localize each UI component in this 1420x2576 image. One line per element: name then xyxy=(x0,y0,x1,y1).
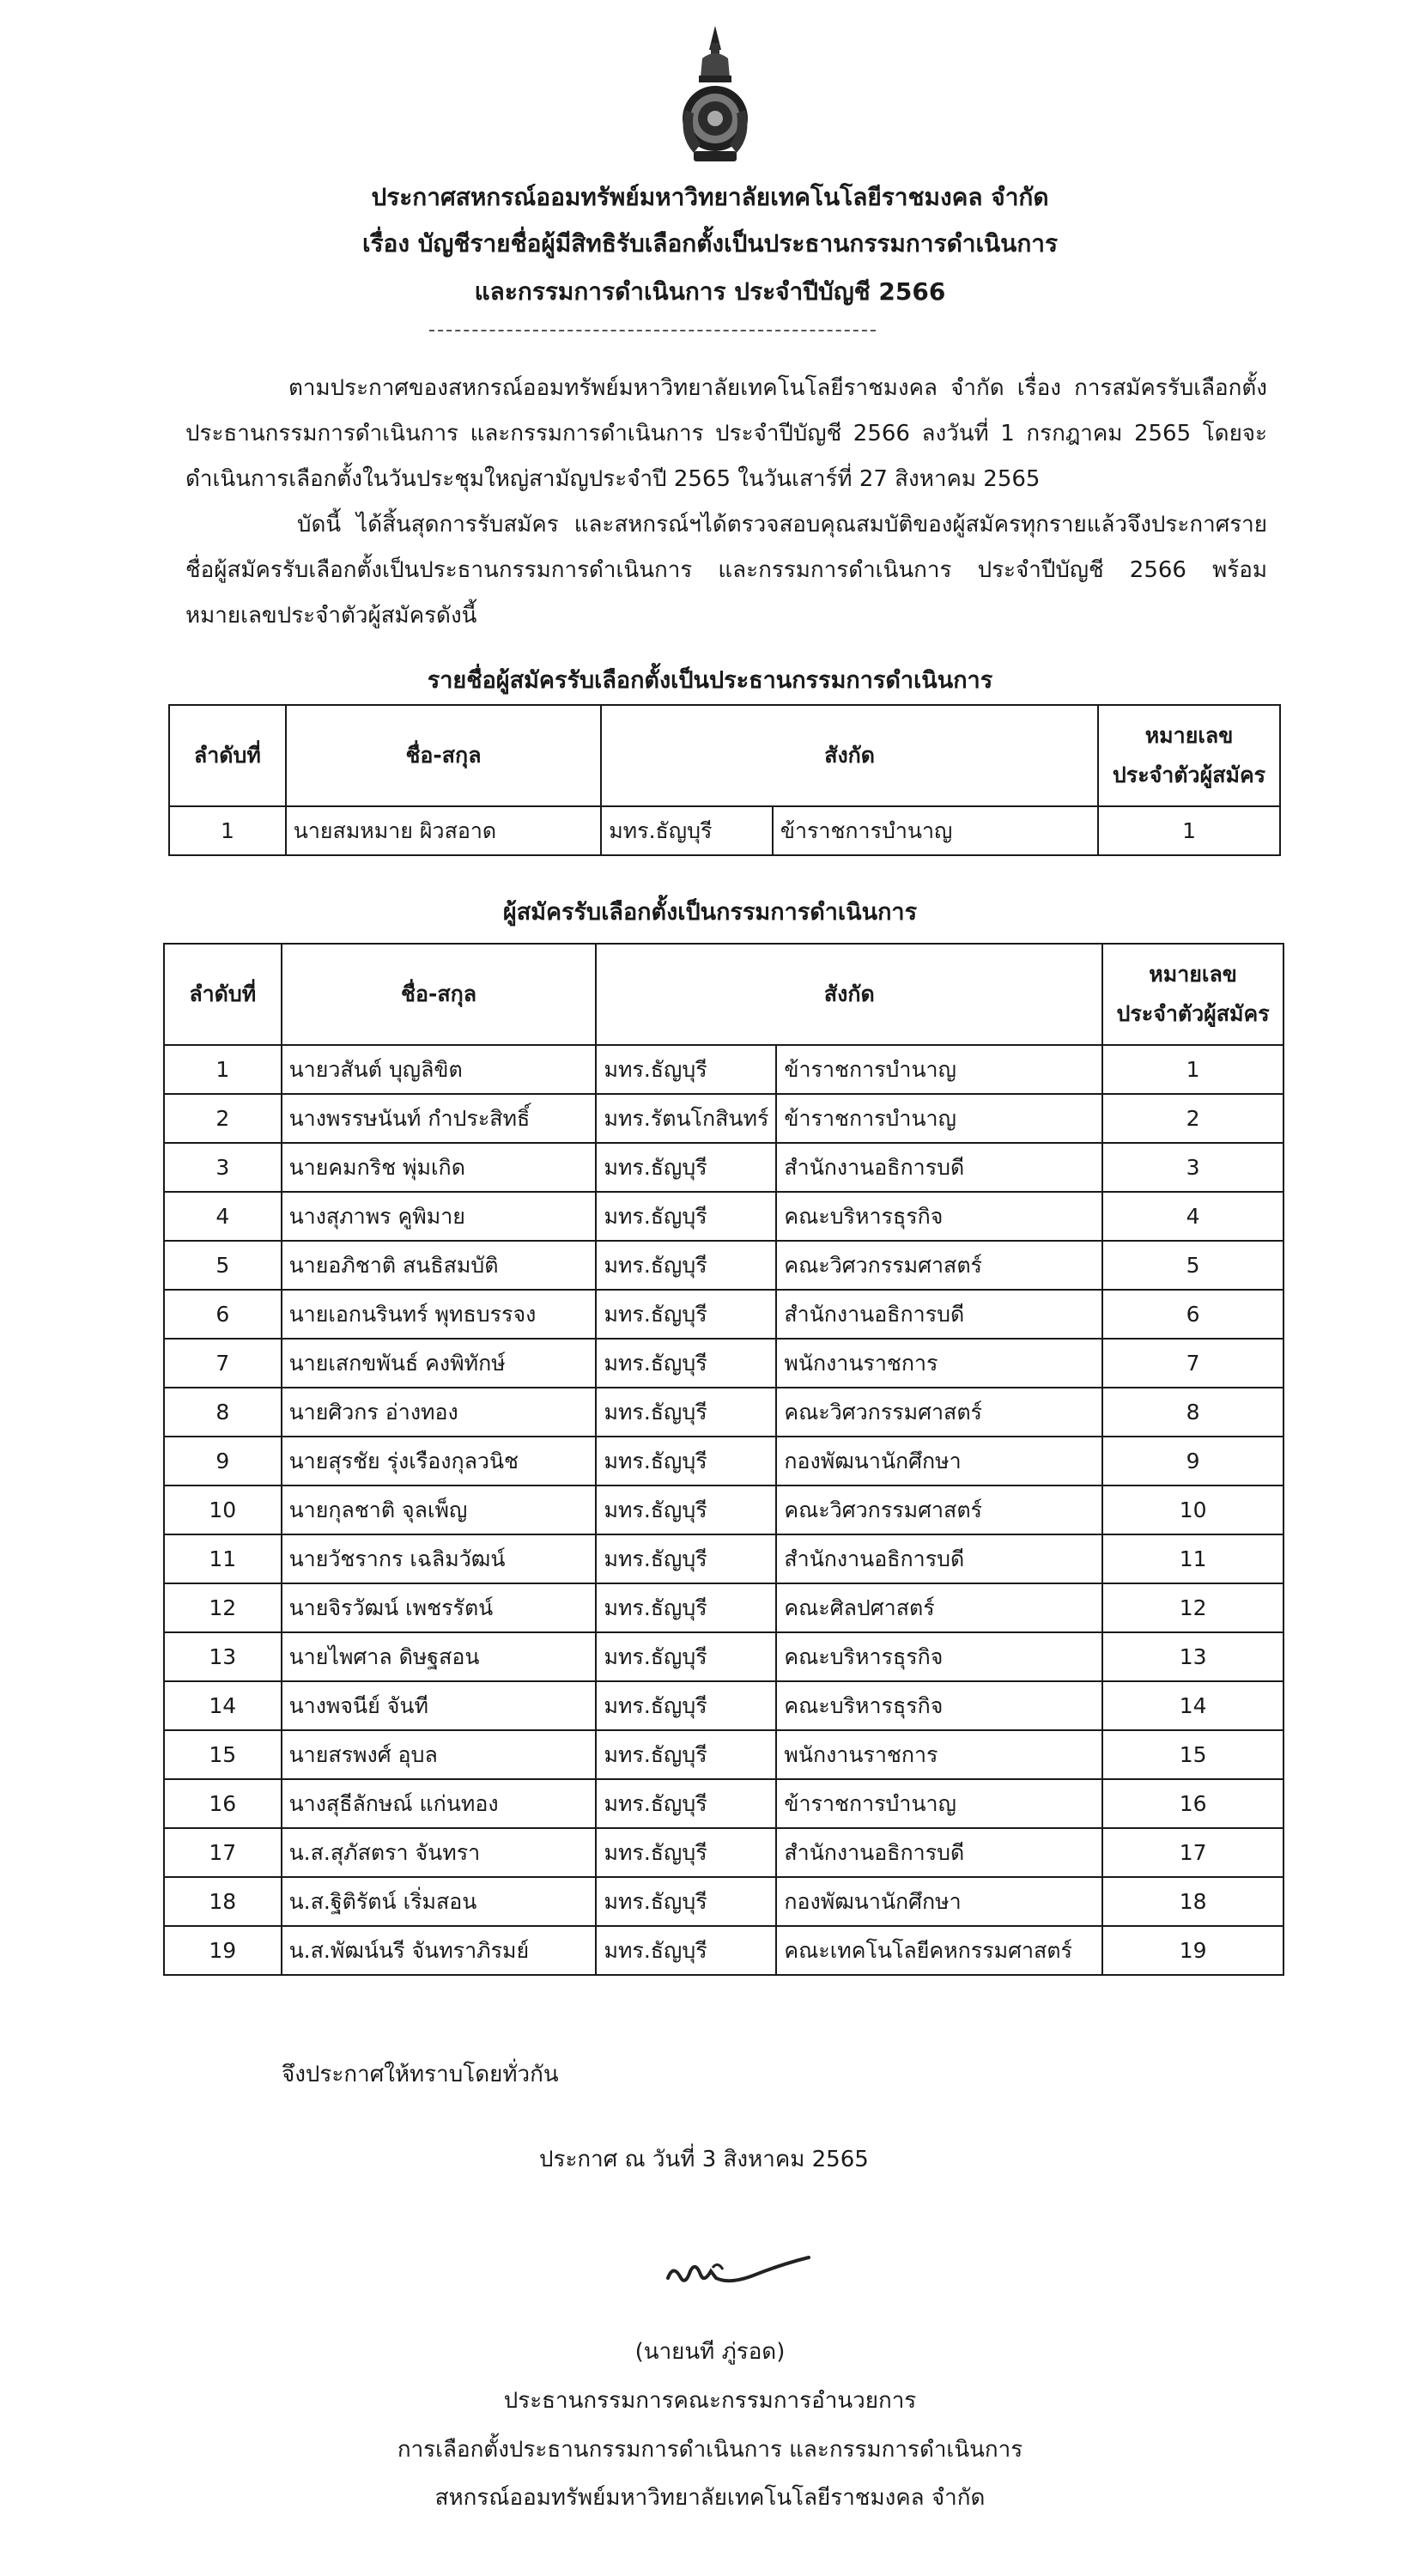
candidate-name: นางสุภาพร คูพิมาย xyxy=(282,1192,597,1241)
row-order: 6 xyxy=(164,1290,282,1339)
candidate-number: 5 xyxy=(1102,1241,1283,1290)
candidate-unit: คณะบริหารธุรกิจ xyxy=(776,1681,1102,1730)
header-affiliation: สังกัด xyxy=(601,705,1098,806)
candidate-name: นายสุรชัย รุ่งเรืองกุลวนิช xyxy=(282,1437,597,1485)
row-order: 19 xyxy=(164,1926,282,1975)
table-header-row xyxy=(164,944,1283,1045)
candidate-number: 1 xyxy=(1098,806,1280,855)
candidate-campus: มทร.ธัญบุรี xyxy=(596,1926,776,1975)
row-order: 7 xyxy=(164,1339,282,1388)
header-order: ลำดับที่ xyxy=(164,944,282,1045)
candidate-name: นายไพศาล ดิษฐสอน xyxy=(282,1632,597,1681)
candidate-number: 10 xyxy=(1102,1485,1283,1534)
table-row xyxy=(164,1437,1283,1485)
table-row xyxy=(164,1192,1283,1241)
signer-title-line3: สหกรณ์ออมทรัพย์มหาวิทยาลัยเทคโนโลยีราชมงคล จำกัด xyxy=(434,2485,986,2511)
closing-notice: จึงประกาศให้ทราบโดยทั่วกัน xyxy=(282,2062,559,2087)
candidate-campus: มทร.ธัญบุรี xyxy=(596,1828,776,1877)
candidate-campus: มทร.ธัญบุรี xyxy=(601,806,773,855)
table-row xyxy=(164,1290,1283,1339)
candidate-campus: มทร.ธัญบุรี xyxy=(596,1339,776,1388)
candidate-campus: มทร.ธัญบุรี xyxy=(596,1241,776,1290)
candidate-name: นายสมหมาย ผิวสอาด xyxy=(286,806,601,855)
candidate-number: 9 xyxy=(1102,1437,1283,1485)
chair-section-title: รายชื่อผู้สมัครรับเลือกตั้งเป็นประธานกรรมการดำเนินการ xyxy=(427,667,993,694)
row-order: 14 xyxy=(164,1681,282,1730)
candidate-name: นายจิรวัฒน์ เพชรรัตน์ xyxy=(282,1583,597,1632)
candidate-name: นายคมกริช พุ่มเกิด xyxy=(282,1143,597,1192)
candidate-number: 16 xyxy=(1102,1779,1283,1828)
committee-section-title: ผู้สมัครรับเลือกตั้งเป็นกรรมการดำเนินการ xyxy=(502,899,918,926)
row-order: 1 xyxy=(164,1045,282,1094)
candidate-number: 3 xyxy=(1102,1143,1283,1192)
signer-title-line2: การเลือกตั้งประธานกรรมการดำเนินการ และกรรมการดำเนินการ xyxy=(397,2437,1023,2463)
table-row xyxy=(164,1241,1283,1290)
candidate-number: 1 xyxy=(1102,1045,1283,1094)
body-paragraph-2 xyxy=(185,502,1267,639)
row-order: 3 xyxy=(164,1143,282,1192)
candidate-unit: กองพัฒนานักศึกษา xyxy=(776,1877,1102,1926)
row-order: 8 xyxy=(164,1388,282,1437)
row-order: 12 xyxy=(164,1583,282,1632)
committee-candidates-table xyxy=(163,943,1284,1976)
candidate-campus: มทร.ธัญบุรี xyxy=(596,1437,776,1485)
table-row xyxy=(164,1828,1283,1877)
candidate-unit: สำนักงานอธิการบดี xyxy=(776,1290,1102,1339)
table-row xyxy=(164,1632,1283,1681)
table-header-row xyxy=(169,705,1280,806)
header-order: ลำดับที่ xyxy=(169,705,286,806)
candidate-name: นายกุลชาติ จุลเพ็ญ xyxy=(282,1485,597,1534)
candidate-campus: มทร.ธัญบุรี xyxy=(596,1045,776,1094)
header-title-line2: เรื่อง บัญชีรายชื่อผู้มีสิทธิรับเลือกตั้งเป็นประธานกรรมการดำเนินการ xyxy=(361,229,1059,258)
row-order: 17 xyxy=(164,1828,282,1877)
candidate-name: นายวัชรากร เฉลิมวัฒน์ xyxy=(282,1534,597,1583)
candidate-number: 18 xyxy=(1102,1877,1283,1926)
header-divider xyxy=(429,330,876,331)
candidate-campus: มทร.ธัญบุรี xyxy=(596,1779,776,1828)
candidate-number: 17 xyxy=(1102,1828,1283,1877)
candidate-unit: คณะวิศวกรรมศาสตร์ xyxy=(776,1241,1102,1290)
candidate-unit: คณะวิศวกรรมศาสตร์ xyxy=(776,1388,1102,1437)
row-order: 9 xyxy=(164,1437,282,1485)
candidate-unit: ข้าราชการบำนาญ xyxy=(776,1094,1102,1143)
candidate-unit: สำนักงานอธิการบดี xyxy=(776,1143,1102,1192)
candidate-unit: ข้าราชการบำนาญ xyxy=(773,806,1098,855)
table-row xyxy=(164,1485,1283,1534)
candidate-campus: มทร.ธัญบุรี xyxy=(596,1290,776,1339)
candidate-unit: คณะวิศวกรรมศาสตร์ xyxy=(776,1485,1102,1534)
header-name: ชื่อ-สกุล xyxy=(282,944,597,1045)
candidate-name: น.ส.สุภัสตรา จันทรา xyxy=(282,1828,597,1877)
row-order: 18 xyxy=(164,1877,282,1926)
candidate-unit: คณะเทคโนโลยีคหกรรมศาสตร์ xyxy=(776,1926,1102,1975)
table-row xyxy=(169,806,1280,855)
candidate-name: นายเสกขพันธ์ คงพิทักษ์ xyxy=(282,1339,597,1388)
candidate-name: น.ส.พัฒน์นรี จันทราภิรมย์ xyxy=(282,1926,597,1975)
header-number: หมายเลข ประจำตัวผู้สมัคร xyxy=(1098,705,1280,806)
table-row xyxy=(164,1926,1283,1975)
row-order: 4 xyxy=(164,1192,282,1241)
candidate-campus: มทร.ธัญบุรี xyxy=(596,1877,776,1926)
candidate-number: 11 xyxy=(1102,1534,1283,1583)
table-row xyxy=(164,1681,1283,1730)
candidate-number: 2 xyxy=(1102,1094,1283,1143)
institution-seal-emblem-icon xyxy=(677,24,754,166)
candidate-name: นายเอกนรินทร์ พุทธบรรจง xyxy=(282,1290,597,1339)
table-row xyxy=(164,1877,1283,1926)
candidate-campus: มทร.ธัญบุรี xyxy=(596,1681,776,1730)
candidate-unit: ข้าราชการบำนาญ xyxy=(776,1045,1102,1094)
table-row xyxy=(164,1730,1283,1779)
header-title-line1: ประกาศสหกรณ์ออมทรัพย์มหาวิทยาลัยเทคโนโลยีราชมงคล จำกัด xyxy=(371,183,1049,211)
candidate-number: 7 xyxy=(1102,1339,1283,1388)
candidate-unit: คณะบริหารธุรกิจ xyxy=(776,1632,1102,1681)
row-order: 2 xyxy=(164,1094,282,1143)
body-paragraph-1 xyxy=(185,366,1267,502)
candidate-unit: คณะบริหารธุรกิจ xyxy=(776,1192,1102,1241)
candidate-campus: มทร.ธัญบุรี xyxy=(596,1730,776,1779)
table-row xyxy=(164,1339,1283,1388)
candidate-campus: มทร.ธัญบุรี xyxy=(596,1192,776,1241)
candidate-name: นางพรรษนันท์ กำประสิทธิ์ xyxy=(282,1094,597,1143)
candidate-campus: มทร.ธัญบุรี xyxy=(596,1534,776,1583)
candidate-campus: มทร.ธัญบุรี xyxy=(596,1388,776,1437)
header-title-line3: และกรรมการดำเนินการ ประจำปีบัญชี 2566 xyxy=(474,277,946,306)
candidate-name: นางพจนีย์ จันที xyxy=(282,1681,597,1730)
row-order: 16 xyxy=(164,1779,282,1828)
candidate-name: นายศิวกร อ่างทอง xyxy=(282,1388,597,1437)
row-order: 11 xyxy=(164,1534,282,1583)
candidate-unit: พนักงานราชการ xyxy=(776,1730,1102,1779)
signer-title-line1: ประธานกรรมการคณะกรรมการอำนวยการ xyxy=(503,2388,917,2414)
candidate-number: 19 xyxy=(1102,1926,1283,1975)
candidate-unit: สำนักงานอธิการบดี xyxy=(776,1828,1102,1877)
table-row xyxy=(164,1143,1283,1192)
candidate-name: นายสรพงศ์ อุบล xyxy=(282,1730,597,1779)
candidate-name: นายอภิชาติ สนธิสมบัติ xyxy=(282,1241,597,1290)
candidate-number: 12 xyxy=(1102,1583,1283,1632)
header-number: หมายเลข ประจำตัวผู้สมัคร xyxy=(1102,944,1283,1045)
signer-name: (นายนที ภู่รอด) xyxy=(634,2339,786,2365)
row-order: 10 xyxy=(164,1485,282,1534)
announcement-date: ประกาศ ณ วันที่ 3 สิงหาคม 2565 xyxy=(539,2147,869,2172)
chair-candidates-table xyxy=(168,704,1281,856)
candidate-campus: มทร.ธัญบุรี xyxy=(596,1583,776,1632)
candidate-name: น.ส.ฐิติรัตน์ เริ่มสอน xyxy=(282,1877,597,1926)
row-order: 1 xyxy=(169,806,286,855)
candidate-campus: มทร.ธัญบุรี xyxy=(596,1143,776,1192)
table-row xyxy=(164,1388,1283,1437)
candidate-number: 4 xyxy=(1102,1192,1283,1241)
body-paragraph-1-text: ตามประกาศของสหกรณ์ออมทรัพย์มหาวิทยาลัยเทคโนโลยีราชมงคล จำกัด เรื่อง การสมัครรับเลือกตั้งประธานกรรมการดำเนินการ และกรรมการดำเนินการ ประจำปีบัญชี 2566 ลงวันที่ 1 กรกฎาคม 2565 โดยจะดำเนินการเลือกตั้งในวันประชุมใหญ่สามัญประจำปี 2565 ในวันเสาร์ที่ 27 สิงหาคม 2565 xyxy=(185,375,1267,492)
header-name: ชื่อ-สกุล xyxy=(286,705,601,806)
body-paragraph-2-text: บัดนี้ ได้สิ้นสุดการรับสมัคร และสหกรณ์ฯได้ตรวจสอบคุณสมบัติของผู้สมัครทุกรายแล้วจึงประกาศรายชื่อผู้สมัครรับเลือกตั้งเป็นประธานกรรมการดำเนินการ และกรรมการดำเนินการ ประจำปีบัญชี 2566 พร้อมหมายเลขประจำตัวผู้สมัครดังนี้ xyxy=(185,512,1267,629)
table-row xyxy=(164,1045,1283,1094)
candidate-unit: พนักงานราชการ xyxy=(776,1339,1102,1388)
row-order: 15 xyxy=(164,1730,282,1779)
candidate-number: 15 xyxy=(1102,1730,1283,1779)
candidate-name: นางสุธีลักษณ์ แก่นทอง xyxy=(282,1779,597,1828)
candidate-unit: คณะศิลปศาสตร์ xyxy=(776,1583,1102,1632)
table-row xyxy=(164,1094,1283,1143)
table-row xyxy=(164,1583,1283,1632)
header-affiliation: สังกัด xyxy=(596,944,1102,1045)
candidate-number: 14 xyxy=(1102,1681,1283,1730)
candidate-unit: กองพัฒนานักศึกษา xyxy=(776,1437,1102,1485)
candidate-number: 8 xyxy=(1102,1388,1283,1437)
candidate-unit: ข้าราชการบำนาญ xyxy=(776,1779,1102,1828)
row-order: 5 xyxy=(164,1241,282,1290)
candidate-number: 6 xyxy=(1102,1290,1283,1339)
candidate-campus: มทร.ธัญบุรี xyxy=(596,1485,776,1534)
candidate-campus: มทร.ธัญบุรี xyxy=(596,1632,776,1681)
table-row xyxy=(164,1779,1283,1828)
candidate-campus: มทร.รัตนโกสินทร์ xyxy=(596,1094,776,1143)
row-order: 13 xyxy=(164,1632,282,1681)
candidate-unit: สำนักงานอธิการบดี xyxy=(776,1534,1102,1583)
table-row xyxy=(164,1534,1283,1583)
candidate-number: 13 xyxy=(1102,1632,1283,1681)
handwritten-signature xyxy=(661,2245,816,2297)
candidate-name: นายวสันต์ บุญลิขิต xyxy=(282,1045,597,1094)
